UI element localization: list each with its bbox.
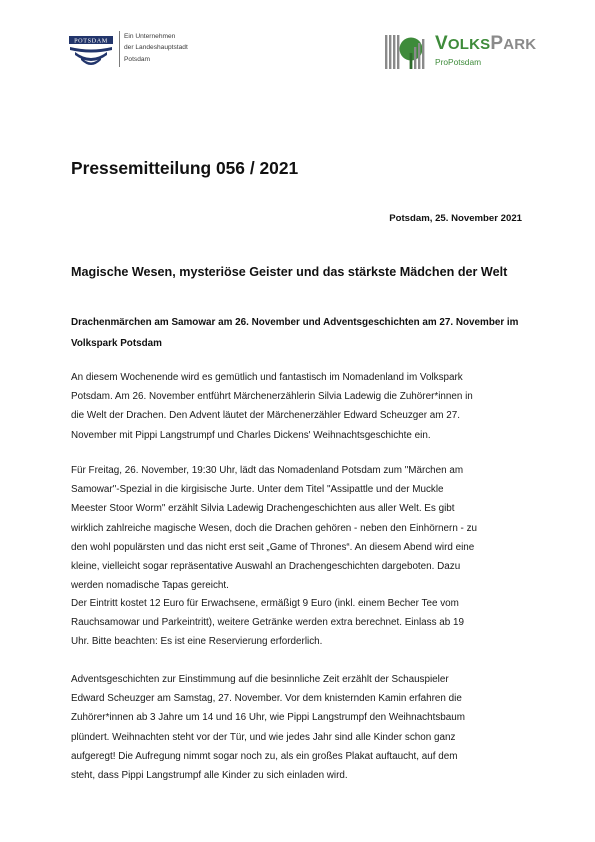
paragraph-advent-stories — [71, 670, 529, 785]
release-date: Potsdam, 25. November 2021 — [389, 213, 522, 224]
volkspark-name-ark: ARK — [503, 36, 537, 53]
tagline-line-1: Ein Unternehmen — [124, 33, 176, 40]
text-line: kleine, vielleicht sogar repräsentative Auswahl an Drachengeschichten dargeboten. Dazu — [71, 561, 461, 573]
text-line: aufgeregt! Die Aufregung nimmt sogar noch zu, als ein großes Plakat auftaucht, auf dem — [71, 750, 458, 762]
text-line: An diesem Wochenende wird es gemütlich und fantastisch im Nomadenland im Volkspark — [71, 372, 463, 383]
volkspark-subtitle: ProPotsdam — [435, 57, 482, 67]
text-line: Für Freitag, 26. November, 19:30 Uhr, lädt das Nomadenland Potsdam zum "Märchen am — [71, 465, 464, 476]
text-line: Potsdam. Am 26. November entführt Märchenerzählerin Silvia Ladewig die Zuhörer*innen in — [71, 391, 473, 403]
text-line: Edward Scheuzger am Samstag, 27. November. Vor dem knisternden Kamin erfahren die — [71, 693, 462, 705]
paragraph-friday-event — [71, 461, 529, 595]
text-line: Uhr. Bitte beachten: Es ist eine Reservierung erforderlich. — [71, 636, 323, 648]
text-line: die Welt der Drachen. Den Advent läutet der Märchenerzähler Edward Scheuzger am 27. — [71, 410, 460, 422]
text-line: Meester Stoor Worm" erzählt Silvia Ladewig Drachengeschichten aus aller Welt. Es gibt — [71, 503, 455, 515]
text-line: wirklich zahlreiche magische Wesen, doch die Drachen gehören - neben den Einhörnern - zu — [71, 522, 478, 534]
text-line: Samowar"-Spezial in die kirgisische Jurte. Unter dem Titel "Assipattle und der Muckle — [71, 484, 444, 496]
text-line: Adventsgeschichten zur Einstimmung auf die besinnliche Zeit erzählt der Schauspieler — [71, 674, 449, 685]
potsdam-logo — [66, 34, 116, 70]
text-line: Zuhörer*innen ab 3 Jahre um 14 und 16 Uhr, wie Pippi Langstrumpf den Weihnachtsbaum — [71, 712, 465, 724]
subheadline: Drachenmärchen am Samowar am 26. November und Adventsgeschichten am 27. November im Volkspark Potsdam — [71, 317, 519, 349]
volkspark-wordmark — [435, 33, 536, 67]
press-release-title: Pressemitteilung 056 / 2021 — [71, 158, 299, 178]
volkspark-name-v: V — [435, 33, 448, 54]
paragraph-intro — [71, 368, 529, 445]
tagline-line-3: Potsdam — [124, 55, 151, 63]
text-line: den wohl populärsten und das nicht erst seit „Game of Thrones“. An diesem Abend wird eine — [71, 541, 475, 553]
volkspark-name-p: P — [490, 33, 504, 54]
volkspark-name — [435, 33, 536, 56]
text-line: werden nomadische Tapas gereicht. — [71, 580, 229, 592]
volkspark-emblem-icon — [384, 33, 426, 71]
logo-divider — [119, 31, 120, 67]
text-line: November mit Pippi Langstrumpf und Charles Dickens' Weihnachtsgeschichte ein. — [71, 429, 431, 441]
text-line: Der Eintritt kostet 12 Euro für Erwachsene, ermäßigt 9 Euro (inkl. einem Becher Tee vom — [71, 598, 459, 609]
headline: Magische Wesen, mysteriöse Geister und das stärkste Mädchen der Welt — [71, 265, 508, 279]
paragraph-admission — [71, 594, 529, 652]
potsdam-tagline — [124, 31, 188, 65]
tagline-line-2: der Landeshauptstadt — [124, 44, 188, 52]
text-line: plündert. Weihnachten steht vor der Tür, und wie jedes Jahr sind alle Kinder schon ganz — [71, 731, 456, 743]
volkspark-name-olks: OLKS — [447, 36, 491, 53]
text-line: steht, dass Pippi Langstrumpf alle Kinder zu sich einladen wird. — [71, 770, 348, 782]
text-line: Rauchsamowar und Parkeintritt), weitere Getränke werden extra berechnet. Einlass ab 19 — [71, 617, 465, 629]
potsdam-logo-text: POTSDAM — [74, 37, 108, 45]
